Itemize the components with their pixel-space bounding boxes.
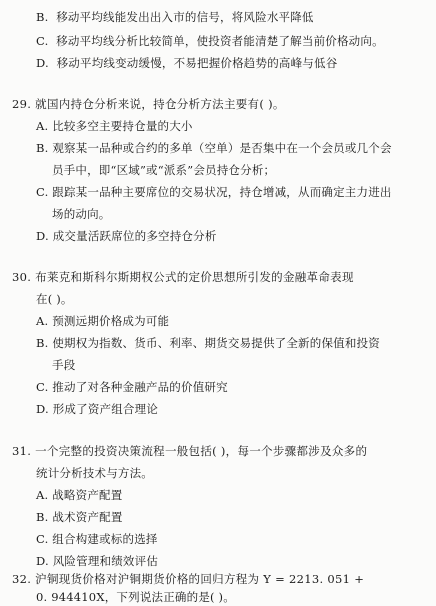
question-29-option-d: D. 成交量活跃席位的多空持仓分析: [36, 229, 217, 243]
question-30-option-d: D. 形成了资产组合理论: [36, 402, 159, 416]
option-text: 移动平均线变动缓慢，不易把握价格趋势的高峰与低谷: [56, 56, 338, 70]
question-29-option-b-line1: B. 观察某一品种或合约的多单（空单）是否集中在一个会员或几个会: [36, 141, 392, 155]
option-d-prev: [36, 56, 337, 70]
question-31-option-d: D. 风险管理和绩效评估: [36, 554, 159, 568]
question-30-option-b-line1: B. 使期权为指数、货币、利率、期货交易提供了全新的保值和投资: [36, 336, 380, 350]
question-31-stem-line1: 31. 一个完整的投资决策流程一般包括( )，每一个步骤都涉及众多的: [12, 444, 368, 458]
question-29-option-c-line2: 场的动向。: [52, 207, 111, 221]
question-30-option-a: A. 预测远期价格成为可能: [36, 314, 170, 328]
question-31-option-b: B. 战术资产配置: [36, 510, 123, 524]
option-label: D.: [36, 56, 49, 70]
question-29-option-b-line2: 员手中，即“区域”或“派系”会员持仓分析；: [52, 163, 276, 177]
question-31-option-a: A. 战略资产配置: [36, 488, 123, 502]
question-29-option-a: A. 比较多空主要持仓量的大小: [36, 119, 193, 133]
question-30-option-b-line2: 手段: [52, 358, 76, 372]
question-30-stem-line1: 30. 布莱克和斯科尔斯期权公式的定价思想所引发的金融革命表现: [12, 270, 354, 284]
question-32-stem-line2: 0. 944410X，下列说法正确的是( )。: [36, 590, 235, 604]
question-30-stem-line2: 在( )。: [36, 292, 73, 306]
option-c-prev: [36, 34, 384, 48]
option-label: B.: [36, 10, 49, 24]
option-text: 移动平均线分析比较简单，使投资者能清楚了解当前价格动向。: [56, 34, 384, 48]
option-label: C.: [36, 34, 49, 48]
question-29-option-c-line1: C. 跟踪某一品种主要席位的交易状况，持仓增减，从而确定主力进出: [36, 185, 392, 199]
option-text: 移动平均线能发出出入市的信号，将风险水平降低: [56, 10, 314, 24]
option-b-prev: [36, 10, 314, 24]
question-31-stem-line2: 统计分析技术与方法。: [36, 466, 153, 480]
question-31-option-c: C. 组合构建或标的选择: [36, 532, 158, 546]
question-30-option-c: C. 推动了对各种金融产品的价值研究: [36, 380, 228, 394]
question-29-stem: 29. 就国内持仓分析来说，持仓分析方法主要有( )。: [12, 97, 285, 111]
question-32-stem-line1: 32. 沪铜现货价格对沪铜期货价格的回归方程为 Y = 2213. 051 +: [12, 572, 365, 586]
